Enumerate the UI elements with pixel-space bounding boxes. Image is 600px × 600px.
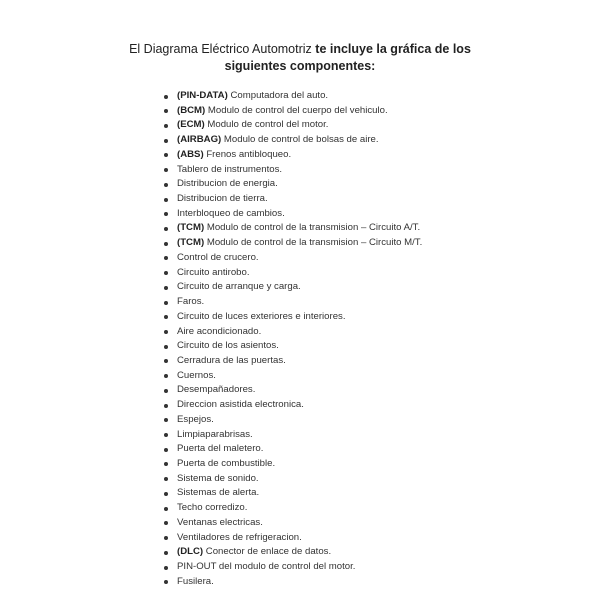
bullet-icon <box>164 580 168 584</box>
list-item <box>163 472 422 487</box>
list-item <box>163 177 422 192</box>
component-code: (AIRBAG) <box>177 134 222 146</box>
list-item <box>163 236 422 251</box>
component-description: Limpiaparabrisas. <box>177 428 253 440</box>
bullet-icon <box>164 404 168 408</box>
list-item <box>163 545 422 560</box>
heading-bold-text: te incluye la gráfica de los siguientes componentes: <box>224 42 471 73</box>
list-item <box>163 428 422 443</box>
list-item <box>163 442 422 457</box>
bullet-icon <box>164 212 168 216</box>
component-description: Espejos. <box>177 413 214 425</box>
bullet-icon <box>164 551 168 555</box>
list-item <box>163 339 422 354</box>
component-description: Modulo de control de la transmision – Circuito M/T. <box>204 237 423 249</box>
bullet-icon <box>164 153 168 157</box>
component-description: Computadora del auto. <box>227 90 329 101</box>
bullet-icon <box>164 271 168 275</box>
bullet-icon <box>164 448 168 452</box>
component-description: Conector de enlace de datos. <box>203 546 332 558</box>
component-description: Aire acondicionado. <box>177 325 262 337</box>
component-description: Distribucion de energia. <box>177 178 278 190</box>
list-item <box>163 163 422 178</box>
bullet-icon <box>164 566 168 570</box>
list-item <box>163 280 422 295</box>
list-item <box>163 89 422 104</box>
component-description: Sistema de sonido. <box>177 472 259 484</box>
list-item <box>163 325 422 340</box>
bullet-icon <box>164 433 168 437</box>
list-item <box>163 516 422 531</box>
component-code: (TCM) <box>177 222 205 234</box>
list-item <box>163 575 422 590</box>
component-description: Ventanas electricas. <box>177 516 263 528</box>
list-item <box>163 501 422 516</box>
bullet-icon <box>164 330 168 334</box>
component-description: Sistemas de alerta. <box>177 487 260 499</box>
list-item <box>163 354 422 369</box>
component-description: Circuito de arranque y carga. <box>177 281 301 293</box>
component-code: (ABS) <box>177 148 204 160</box>
list-item <box>163 192 422 207</box>
bullet-icon <box>164 418 168 422</box>
heading-normal-text: El Diagrama Eléctrico Automotriz <box>129 42 316 56</box>
bullet-icon <box>164 374 168 378</box>
component-description: Modulo de control del cuerpo del vehiculo. <box>205 104 388 116</box>
bullet-icon <box>164 521 168 525</box>
bullet-icon <box>164 139 168 143</box>
component-description: Ventiladores de refrigeracion. <box>177 531 302 543</box>
component-code: (PIN-DATA) <box>177 90 228 101</box>
bullet-icon <box>164 345 168 349</box>
bullet-icon <box>164 315 168 319</box>
bullet-icon <box>164 242 168 246</box>
component-description: Puerta del maletero. <box>177 443 264 455</box>
bullet-icon <box>164 286 168 290</box>
component-description: Fusilera. <box>177 575 214 587</box>
list-item <box>163 531 422 546</box>
list-item <box>163 221 422 236</box>
list-item <box>163 369 422 384</box>
component-description: Tablero de instrumentos. <box>177 163 283 175</box>
list-item <box>163 310 422 325</box>
component-description: Circuito antirobo. <box>177 266 250 278</box>
component-description: Direccion asistida electronica. <box>177 399 304 411</box>
list-item <box>163 148 422 163</box>
component-description: Modulo de control de bolsas de aire. <box>221 134 379 146</box>
list-item <box>163 133 422 148</box>
list-item <box>163 560 422 575</box>
component-description: Modulo de control de la transmision – Circuito A/T. <box>204 222 421 234</box>
bullet-icon <box>164 462 168 466</box>
bullet-icon <box>164 95 168 99</box>
component-description: Frenos antibloqueo. <box>203 148 292 160</box>
component-description: Circuito de los asientos. <box>177 340 279 352</box>
bullet-icon <box>164 301 168 305</box>
component-description: Circuito de luces exteriores e interiores. <box>177 310 346 322</box>
bullet-icon <box>164 492 168 496</box>
bullet-icon <box>164 536 168 540</box>
list-item <box>163 207 422 222</box>
component-code: (ECM) <box>177 119 205 131</box>
component-description: Desempañadores. <box>177 384 256 396</box>
list-item <box>163 251 422 266</box>
component-description: Interbloqueo de cambios. <box>177 207 285 219</box>
component-code: (TCM) <box>177 237 205 249</box>
list-item <box>163 383 422 398</box>
component-description: Control de crucero. <box>177 251 259 263</box>
component-description: Cuernos. <box>177 369 216 381</box>
component-list <box>163 89 422 589</box>
bullet-icon <box>164 168 168 172</box>
list-item <box>163 398 422 413</box>
list-item <box>163 457 422 472</box>
bullet-icon <box>164 198 168 202</box>
bullet-icon <box>164 507 168 511</box>
bullet-icon <box>164 256 168 260</box>
list-item <box>163 295 422 310</box>
bullet-icon <box>164 183 168 187</box>
component-code: (DLC) <box>177 546 204 558</box>
list-item <box>163 104 422 119</box>
list-item <box>163 266 422 281</box>
component-description: Faros. <box>177 296 205 308</box>
component-description: Cerradura de las puertas. <box>177 354 286 366</box>
bullet-icon <box>164 477 168 481</box>
intro-heading <box>100 41 500 75</box>
list-item <box>163 486 422 501</box>
list-item <box>163 118 422 133</box>
component-description: Techo corredizo. <box>177 502 248 514</box>
component-code: (BCM) <box>177 104 206 116</box>
bullet-icon <box>164 359 168 363</box>
bullet-icon <box>164 109 168 113</box>
bullet-icon <box>164 227 168 231</box>
list-item <box>163 413 422 428</box>
component-description: Puerta de combustible. <box>177 457 276 469</box>
bullet-icon <box>164 124 168 128</box>
bullet-icon <box>164 389 168 393</box>
component-description: Modulo de control del motor. <box>204 119 329 131</box>
component-description: PIN-OUT del modulo de control del motor. <box>177 561 356 572</box>
component-description: Distribucion de tierra. <box>177 193 268 205</box>
